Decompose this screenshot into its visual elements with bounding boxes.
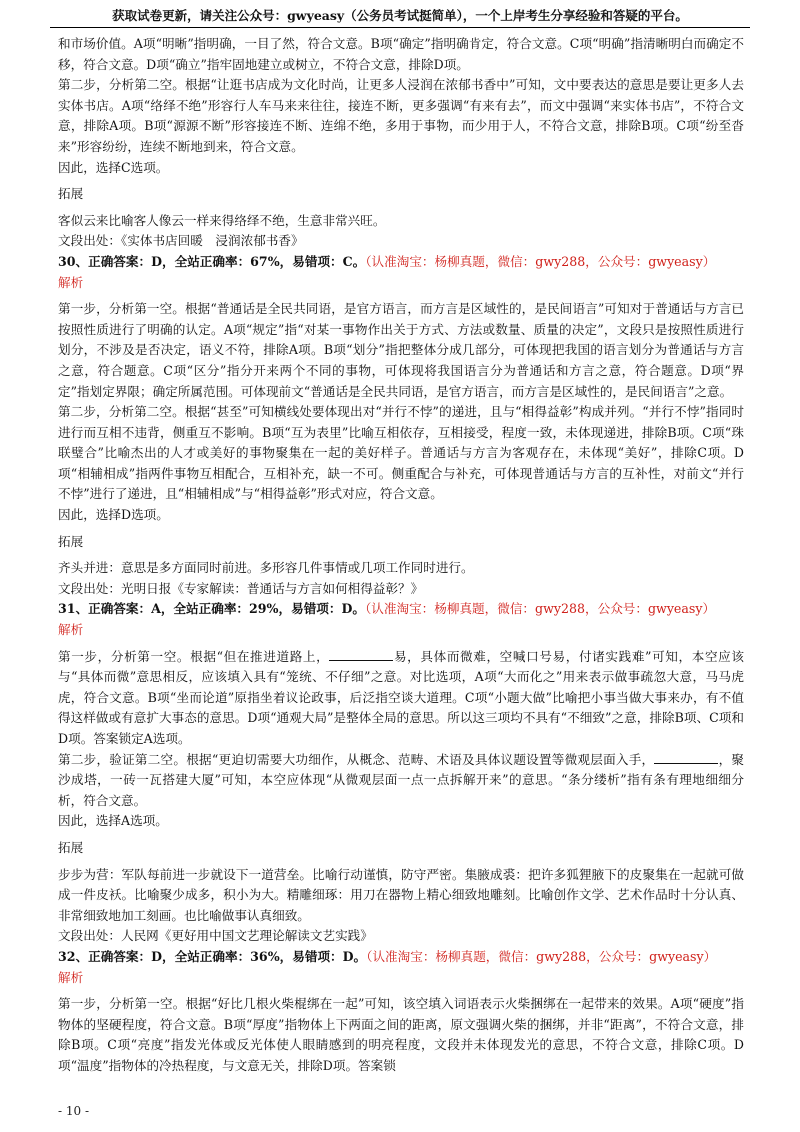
extension-label: 拓展: [58, 186, 84, 202]
text-span: 第二步，验证第二空。根据“更迫切需要大功细作，从概念、范畴、术语及具体议题设置等微观层面入手，: [58, 751, 655, 767]
ad-text: （认准淘宝：杨柳真题，微信：gwy288，公众号：gwyeasy）: [365, 253, 716, 269]
ad-text: （认准淘宝：杨柳真题，微信：gwy288，公众号：gwyeasy）: [365, 601, 716, 617]
text-span: 易，具体而微难，空喊口号易，付诸实践难”可知，本空应该与“具体而微”意思相反，应该填入具有“笼统、不仔细”之意。对比选项，A项“大而化之”用来表示做事疏忽大意，马马虎虎，符合文意。B项“坐而论道”原指坐着议论政事，后泛指空谈大道理。C项“小题大做”比喻把小事当做大事来办，有不值得这样做或有意扩大事态的意思。D项“通观大局”是整体全局的意思。所以这三项均不具有“不细致”之意，排除B项、C项和D项。答案锁定A选项。: [58, 648, 744, 746]
paragraph: 因此，选择D选项。: [58, 507, 169, 523]
analysis-label: 解析: [58, 969, 84, 985]
page-header: 获取试卷更新，请关注公众号：gwyeasy（公务员考试挺简单），一个上岸考生分享经验和答疑的平台。: [112, 8, 688, 23]
paragraph: 步步为营：军队每前进一步就设下一道营垒。比喻行动谨慎，防守严密。集腋成裘：把许多狐狸腋下的皮聚集在一起就可做成一件皮袄。比喻聚少成多，积小为大。精雕细琢：用刀在器物上精心细致地雕刻。比喻创作文学、艺术作品时十分认真、非常细致地加工刻画。也比喻做事认真细致。: [58, 866, 744, 923]
paragraph: 客似云来比喻客人像云一样来得络绎不绝，生意非常兴旺。: [58, 212, 386, 228]
analysis-label: 解析: [58, 274, 84, 290]
paragraph: [58, 647, 744, 750]
answer-text: 31、正确答案：A，全站正确率：29%，易错项：D。: [58, 601, 365, 617]
analysis-label: 解析: [58, 622, 84, 638]
answer-line-31: [58, 599, 744, 620]
source-line: 文段出处：光明日报《专家解读：普通话与方言如何相得益彰？》: [58, 580, 424, 596]
text-span: ，聚沙成塔，一砖一瓦搭建大厦”可知，本空应体现“从微观层面一点一点拆解开来”的意思。“条分缕析”指有条有理地细细分析，符合文意。: [58, 751, 744, 808]
paragraph: 第二步，分析第二空。根据“甚至”可知横线处要体现出对“并行不悖”的递进，且与“相得益彰”构成并列。“并行不悖”指同时进行而互相不违背，侧重互不影响。B项“互为表里”比喻互相依存，互相接受，程度一致，未体现递进，排除B项。C项“珠联璧合”比喻杰出的人才或美好的事物聚集在一起的美好样子。普通话与方言为客观存在，未体现“美好”，排除C项。D项“相辅相成”指两件事物互相配合，互相补充，缺一不可。侧重配合与补充，可体现普通话与方言的互补性，对前文“并行不悖”进行了递进，且“相辅相成”与“相得益彰”形式对应，符合文意。: [58, 404, 744, 502]
fill-blank: [329, 648, 393, 661]
header-rule: [50, 27, 750, 28]
paragraph: 第一步，分析第一空。根据“好比几根火柴棍绑在一起”可知，该空填入词语表示火柴捆绑在一起带来的效果。A项“硬度”指物体的坚硬程度，符合文意。B项“厚度”指物体上下两面之间的距离，原文强调火柴的捆绑，并非“距离”，不符合文意，排除B项。C项“亮度”指发光体或反光体使人眼睛感到的明亮程度，文段并未体现发光的意思，不符合文意，排除C项。D项“温度”指物体的冷热程度，与文意无关，排除D项。答案锁: [58, 996, 744, 1073]
source-line: 文段出处：人民网《更好用中国文艺理论解读文艺实践》: [58, 928, 373, 944]
answer-line-32: [58, 947, 744, 968]
paragraph: 因此，选择A选项。: [58, 813, 168, 829]
paragraph: 第一步，分析第一空。根据“普通话是全民共同语，是官方语言，而方言是区域性的，是民间语言”可知对于普通话与方言已按照性质进行了明确的认定。A项“规定”指“对某一事物作出关于方式、方法或数量、质量的决定”，文段只是按照性质进行划分，不涉及是否决定，语义不符，排除A项。B项“划分”指把整体分成几部分，可体现把我国的语言划分为普通话与方言之意，符合题意。C项“区分”指分开来两个不同的事物，可体现将我国语言分为普通话和方言之意，符合题意。D项“界定”指划定界限；确定所属范围。可体现前文“普通话是全民共同语，是官方语言，而方言是区域性的，是民间语言”之意。: [58, 301, 744, 399]
paragraph: 齐头并进：意思是多方面同时前进。多形容几件事情或几项工作同时进行。: [58, 560, 474, 576]
paragraph: 因此，选择C选项。: [58, 159, 169, 175]
ad-text: （认准淘宝：杨柳真题，微信：gwy288，公众号：gwyeasy）: [366, 948, 717, 964]
extension-label: 拓展: [58, 533, 84, 549]
paragraph: 第二步，分析第二空。根据“让逛书店成为文化时尚，让更多人浸润在浓郁书香中”可知，文中要表达的意思是要让更多人去实体书店。A项“络绎不绝”形容行人车马来来往往，接连不断，更多强调“有来有去”，而文中强调“来实体书店”，不符合文意，排除A项。B项“源源不断”形容接连不断、连绵不绝，多用于事物，而少用于人，不符合文意，排除B项。C项“纷至沓来”形容纷纷，连续不断地到来，符合文意。: [58, 77, 744, 154]
extension-label: 拓展: [58, 839, 84, 855]
text-span: 第一步，分析第一空。根据“但在推进道路上，: [58, 648, 330, 664]
source-line: 文段出处：《实体书店回暖 浸润浓郁书香》: [58, 233, 304, 249]
answer-text: 30、正确答案：D，全站正确率：67%，易错项：C。: [58, 253, 366, 269]
page-content: [58, 34, 744, 1077]
fill-blank: [654, 751, 718, 764]
paragraph: 和市场价值。A项“明晰”指明确，一目了然，符合文意。B项“确定”指明确肯定，符合文意。C项“明确”指清晰明白而确定不移，符合文意。D项“确立”指牢固地建立或树立，不符合文意，排除D项。: [58, 36, 744, 72]
page-number: - 10 -: [58, 1104, 90, 1118]
answer-text: 32、正确答案：D，全站正确率：36%，易错项：D。: [58, 948, 367, 964]
paragraph: [58, 750, 744, 812]
answer-line-30: [58, 252, 744, 273]
